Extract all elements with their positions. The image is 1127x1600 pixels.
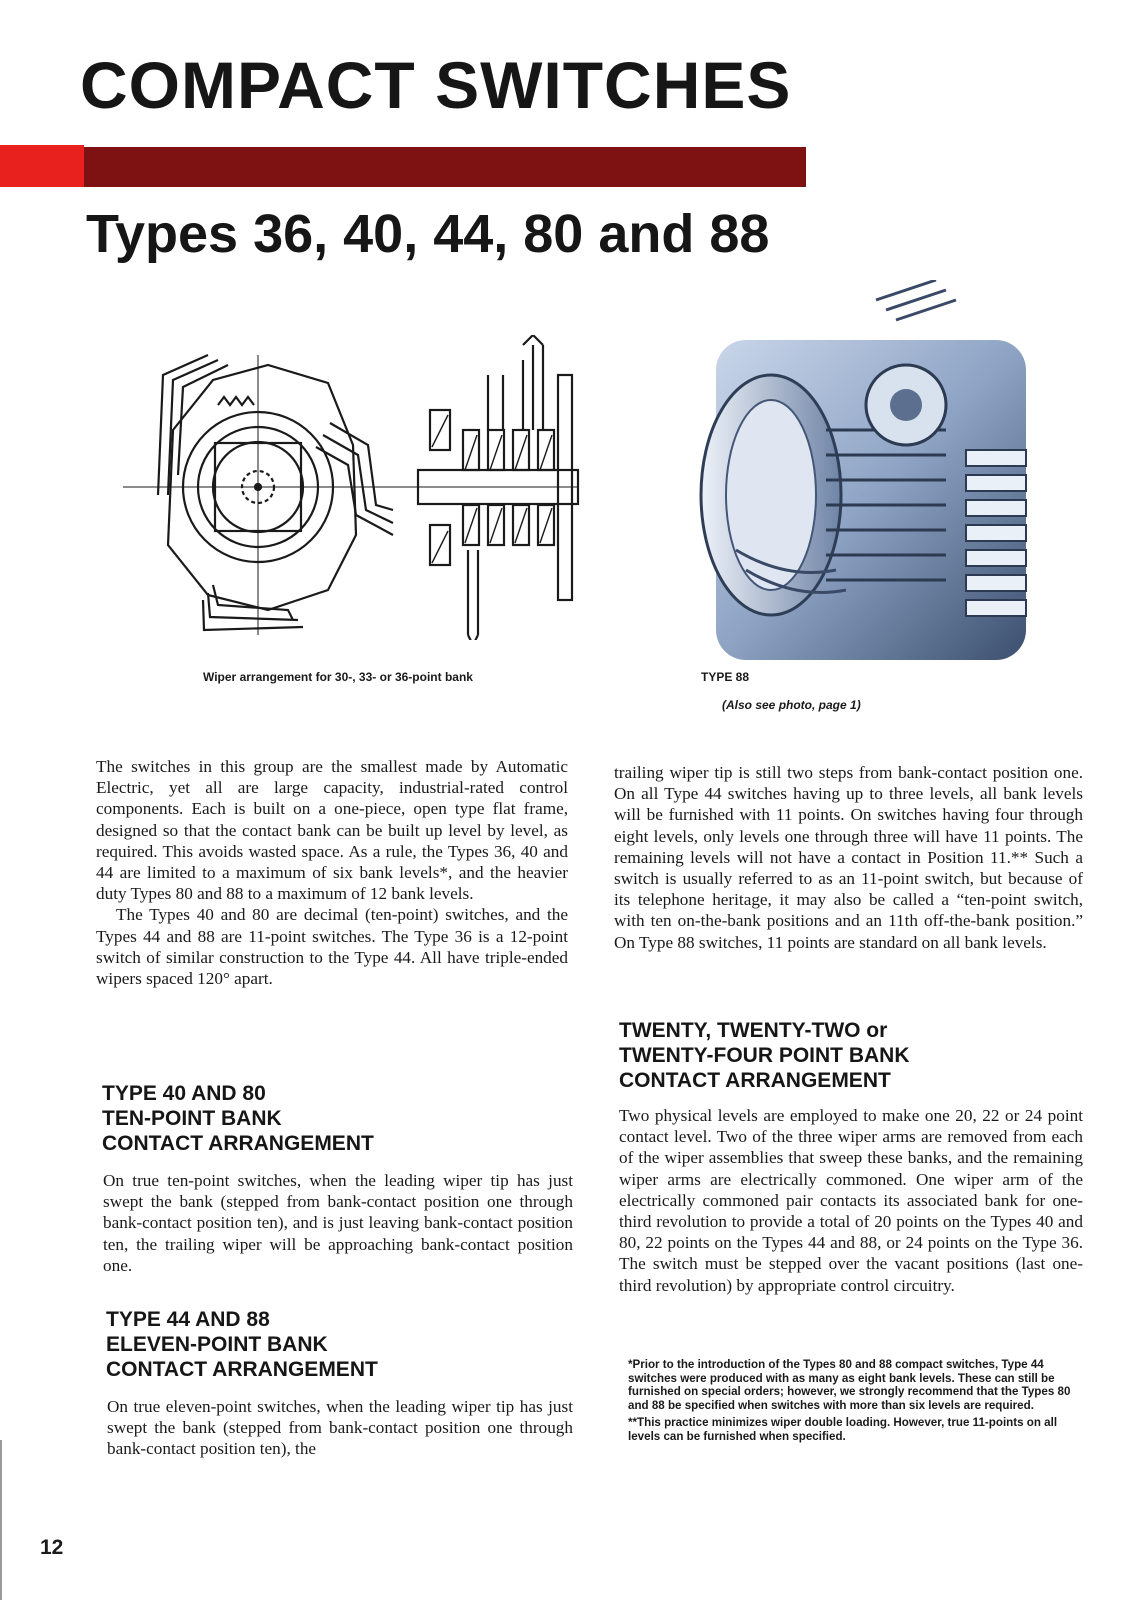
right-figure-subcaption: (Also see photo, page 1) <box>722 698 861 712</box>
intro-paragraph-1: The switches in this group are the smallest made by Automatic Electric, yet all are large capacity, industrial-rated control components. Each is built on a one-piece, open type flat frame, designed so that the contact bank can be built up level by level, as required. This avoids wasted space. As a rule, the Types 36, 40 and 44 are limited to a maximum of six bank levels*, and the heavier duty Types 80 and 88 to a maximum of 12 bank levels. <box>96 757 568 904</box>
section-heading-twenty-point <box>619 1018 909 1093</box>
section-body-ten-point <box>103 1170 573 1276</box>
section-paragraph: On true ten-point switches, when the leading wiper tip has just swept the bank (stepped from bank-contact position one through bank-contact position ten), and is just leaving bank-contact position ten, the trailing wiper will be approaching bank-contact position one. <box>103 1171 573 1275</box>
footnote-1: *Prior to the introduction of the Types 80 and 88 compact switches, Type 44 switches were produced with as many as eight bank levels. These can still be furnished on special orders; however, we strongly recommend that the Types 80 and 88 be specified when switches with more than six levels are required. <box>628 1358 1071 1412</box>
footnotes <box>628 1358 1085 1444</box>
right-figure-caption: TYPE 88 <box>701 670 750 684</box>
section-heading-line: TEN-POINT BANK <box>102 1107 282 1130</box>
left-figure-caption: Wiper arrangement for 30-, 33- or 36-point bank <box>203 670 473 684</box>
section-body-eleven-point <box>107 1396 573 1460</box>
page-subtitle: Types 36, 40, 44, 80 and 88 <box>86 204 770 264</box>
section-body-twenty-point <box>619 1105 1083 1296</box>
right-column-continuation <box>614 762 1083 953</box>
section-heading-line: CONTACT ARRANGEMENT <box>102 1132 374 1155</box>
section-heading-line: CONTACT ARRANGEMENT <box>106 1358 378 1381</box>
type-88-switch-photo <box>676 280 1061 665</box>
section-heading-eleven-point <box>106 1307 378 1382</box>
left-column-intro <box>96 756 568 989</box>
intro-paragraph-2: The Types 40 and 80 are decimal (ten-point) switches, and the Types 44 and 88 are 11-point switches. The Type 36 is a 12-point switch of similar construction to the Type 44. All have triple-ended wipers spaced 120° apart. <box>96 905 568 989</box>
wiper-arrangement-drawing <box>118 335 588 640</box>
section-paragraph: Two physical levels are employed to make one 20, 22 or 24 point contact level. Two of the three wiper arms are removed from each of the wiper assemblies that sweep these banks, and the remaining wiper arms are electrically commoned. One wiper arm of the electrically commoned pair contacts its associated bank for one-third revolution to provide a total of 20 points on the Types 40 and 80, 22 points on the Types 44 and 88, or 24 points on the Type 36. The switch must be stepped over the vacant positions (last one-third revolution) by appropriate control circuitry. <box>619 1106 1083 1295</box>
section-heading-line: TWENTY, TWENTY-TWO or <box>619 1019 888 1042</box>
title-bar-maroon <box>84 147 806 187</box>
section-heading-line: TWENTY-FOUR POINT BANK <box>619 1044 910 1067</box>
section-heading-line: TYPE 40 AND 80 <box>102 1082 266 1105</box>
section-paragraph: On true eleven-point switches, when the leading wiper tip has just swept the bank (stepped from bank-contact position one through bank-contact position ten), the <box>107 1397 573 1459</box>
title-bar-red <box>0 145 84 187</box>
section-heading-line: ELEVEN-POINT BANK <box>106 1333 328 1356</box>
continuation-paragraph: trailing wiper tip is still two steps from bank-contact position one. On all Type 44 switches having up to three levels, all bank levels will be furnished with 11 points. On switches having four through eight levels, only levels one through three will have 11 points. The remaining levels will not have a contact in Position 11.** Such a switch is usually referred to as an 11-point switch, but because of its telephone heritage, it may also be called a “ten-point switch, with ten on-the-bank positions and an 11th off-the-bank position.” On Type 88 switches, 11 points are standard on all bank levels. <box>614 763 1083 952</box>
page-edge-line <box>0 1440 2 1600</box>
section-heading-line: CONTACT ARRANGEMENT <box>619 1069 891 1092</box>
section-heading-line: TYPE 44 AND 88 <box>106 1308 270 1331</box>
page-number: 12 <box>40 1536 64 1559</box>
footnote-2: **This practice minimizes wiper double loading. However, true 11-points on all levels can be furnished when specified. <box>628 1416 1058 1443</box>
page-title: COMPACT SWITCHES <box>80 48 792 122</box>
section-heading-ten-point <box>102 1081 374 1156</box>
